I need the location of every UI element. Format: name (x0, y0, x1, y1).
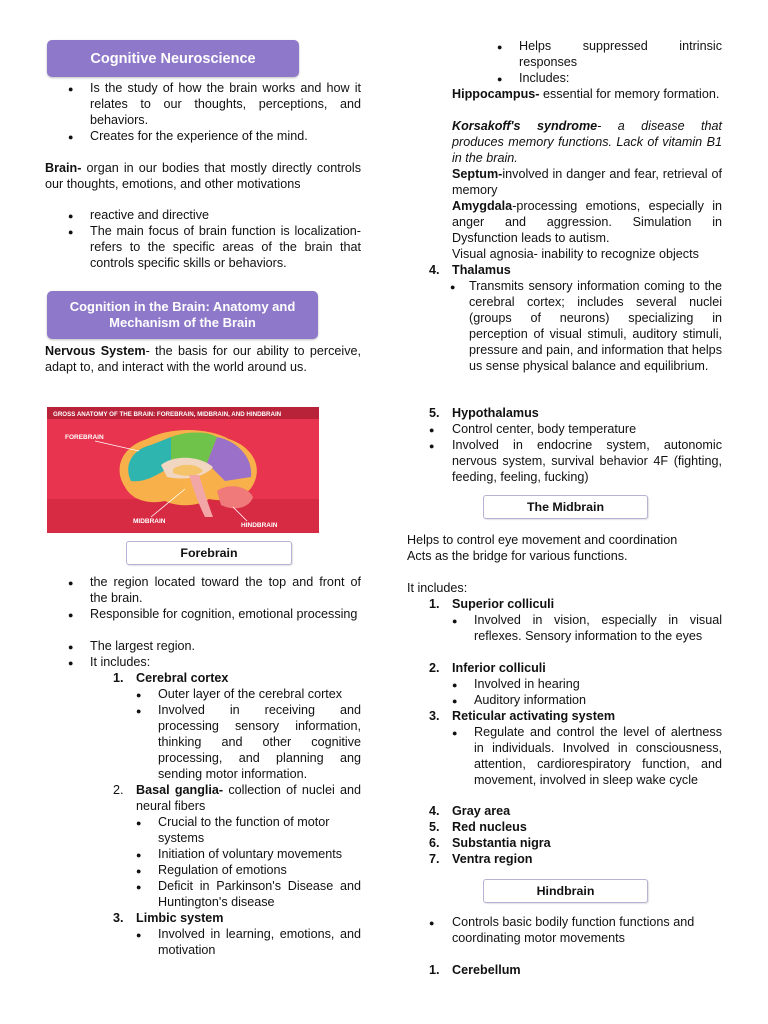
hippocampus-entry (452, 86, 722, 102)
bullet: ● (452, 616, 458, 626)
bullet: ● (136, 706, 142, 716)
section-header-cognitive-neuroscience (47, 40, 299, 77)
cerebral-cortex-bullet-2: Involved in receiving and processing sensory information, thinking and other cognitive processing, and planning ang sending motor information. (158, 703, 361, 781)
list-number: 3. (113, 911, 124, 925)
list-number: 2. (429, 661, 440, 675)
bullet: ● (68, 84, 74, 94)
forebrain-bullet-3: The largest region. (90, 639, 196, 653)
brain-term: Brain- (45, 161, 82, 175)
cerebral-cortex-bullet-1: Outer layer of the cerebral cortex (158, 687, 343, 701)
intro-bullet-1: Is the study of how the brain works and how it relates to our thoughts, perceptions, and behaviors. (90, 81, 361, 127)
limbic-system-bullet-1: Involved in learning, emotions, and motivation (158, 927, 361, 957)
brain-definition (45, 160, 361, 192)
list-number: 4. (429, 263, 440, 277)
bullet: ● (68, 578, 74, 588)
superior-colliculi-bullet-1: Involved in vision, especially in visual reflexes. Sensory information to the eyes (474, 613, 722, 643)
nervous-system-definition (45, 343, 361, 375)
limbic-system-title: Limbic system (136, 911, 224, 925)
forebrain-bullet-4: It includes: (90, 655, 151, 669)
hindbrain-heading-label: Hindbrain (536, 884, 595, 898)
intro-bullet-2: Creates for the experience of the mind. (90, 129, 308, 143)
amygdala-def: -processing emotions, especially in anger and aggression. Simulation in Dysfunction leads to autism. (452, 199, 722, 245)
bullet: ● (429, 918, 435, 928)
brain-def: organ in our bodies that mostly directly controls our thoughts, emotions, and other motivations (45, 161, 361, 191)
bullet: ● (452, 696, 458, 706)
bullet: ● (452, 680, 458, 690)
basal-ganglia-bullet-4: Deficit in Parkinson's Disease and Huntington's disease (158, 879, 361, 909)
visual-agnosia-line: Visual agnosia- inability to recognize objects (452, 247, 699, 261)
brain-bullet-1: reactive and directive (90, 208, 210, 222)
list-number: 1. (429, 963, 440, 977)
label-midbrain: MIDBRAIN (133, 518, 166, 525)
midbrain-para-2: Acts as the bridge for various functions. (407, 549, 628, 563)
list-number: 6. (429, 836, 440, 850)
bullet: ● (429, 441, 435, 451)
limbic-system-bullet-2: Helps suppressed intrinsic responses (519, 39, 722, 69)
hypothalamus-title: Hypothalamus (452, 406, 539, 420)
bullet: ● (68, 227, 74, 237)
hypothalamus-bullet-1: Control center, body temperature (452, 422, 637, 436)
septum-def: involved in danger and fear, retrieval of memory (452, 167, 722, 197)
ventra-region-title: Ventra region (452, 852, 533, 866)
brain-anatomy-figure (47, 407, 319, 533)
midbrain-heading-label: The Midbrain (526, 500, 605, 514)
hippocampus-term: Hippocampus- (452, 87, 540, 101)
bullet: ● (68, 658, 74, 668)
bullet: ● (68, 642, 74, 652)
bullet: ● (136, 690, 142, 700)
bullet: ● (136, 818, 142, 828)
cerebral-cortex-title: Cerebral cortex (136, 671, 229, 685)
list-number: 3. (429, 709, 440, 723)
korsakoff-term: Korsakoff's syndrome (452, 119, 598, 133)
basal-ganglia-def: collection of nuclei and neural fibers (136, 783, 361, 813)
superior-colliculi-title: Superior colliculi (452, 597, 555, 611)
bullet: ● (429, 425, 435, 435)
list-number: 4. (429, 804, 440, 818)
section-header-label: Cognitive Neuroscience (90, 50, 256, 67)
bullet: ● (68, 211, 74, 221)
bullet: ● (136, 850, 142, 860)
forebrain-bullet-1: the region located toward the top and front of the brain. (90, 575, 361, 605)
septum-term: Septum- (452, 167, 503, 181)
bullet: ● (497, 74, 503, 84)
bullet: ● (136, 866, 142, 876)
section-header-anatomy (47, 291, 318, 339)
basal-ganglia-title: Basal ganglia- (136, 783, 224, 797)
label-hindbrain: HINDBRAIN (241, 522, 278, 529)
thalamus-bullet-1: Transmits sensory information coming to the cerebral cortex; includes several nuclei (groups of neurons) specializing in perception of visual stimuli, auditory stimuli, pressure and pain, and information that helps us sense physical balance and equilibrium. (469, 279, 722, 373)
bullet: ● (68, 610, 74, 620)
list-number: 5. (429, 406, 440, 420)
inferior-colliculi-bullet-1: Involved in hearing (474, 677, 580, 691)
gray-area-title: Gray area (452, 804, 511, 818)
limbic-system-bullet-3: Includes: (519, 71, 570, 85)
basal-ganglia-bullet-2: Initiation of voluntary movements (158, 847, 343, 861)
bullet: ● (452, 728, 458, 738)
nervous-system-term: Nervous System (45, 344, 146, 358)
septum-entry (452, 166, 722, 198)
label-forebrain: FOREBRAIN (65, 434, 104, 441)
forebrain-bullet-2: Responsible for cognition, emotional processing (90, 607, 358, 621)
hippocampus-def: essential for memory formation. (539, 87, 720, 101)
brain-illustration (47, 407, 319, 533)
nervous-system-def: - the basis for our ability to perceive, adapt to, and interact with the world around us. (45, 344, 361, 374)
basal-ganglia-definition (136, 782, 361, 814)
basal-ganglia-bullet-3: Regulation of emotions (158, 863, 287, 877)
midbrain-para-1: Helps to control eye movement and coordination (407, 533, 678, 547)
korsakoff-entry (452, 118, 722, 166)
section-header-label: Cognition in the Brain: Anatomy and Mechanism of the Brain (69, 299, 296, 330)
list-number: 2. (113, 783, 124, 797)
substantia-nigra-title: Substantia nigra (452, 836, 551, 850)
midbrain-heading (483, 495, 648, 519)
bullet: ● (450, 282, 456, 292)
basal-ganglia-bullet-1: Crucial to the function of motor systems (158, 815, 330, 845)
amygdala-term: Amygdala (452, 199, 513, 213)
forebrain-heading (126, 541, 292, 565)
cerebellum-title: Cerebellum (452, 963, 521, 977)
thalamus-title: Thalamus (452, 263, 511, 277)
reticular-activating-system-title: Reticular activating system (452, 709, 616, 723)
forebrain-heading-label: Forebrain (180, 546, 238, 560)
hindbrain-heading (483, 879, 648, 903)
list-number: 1. (113, 671, 124, 685)
inferior-colliculi-title: Inferior colliculi (452, 661, 546, 675)
amygdala-entry (452, 198, 722, 246)
list-number: 1. (429, 597, 440, 611)
red-nucleus-title: Red nucleus (452, 820, 527, 834)
inferior-colliculi-bullet-2: Auditory information (474, 693, 586, 707)
brain-bullet-2: The main focus of brain function is localization-refers to the specific areas of the brain that controls specific skills or behaviors. (90, 224, 361, 270)
hypothalamus-bullet-2: Involved in endocrine system, autonomic nervous system, survival behavior 4F (fighting, feeding, feeling, fucking) (452, 438, 722, 484)
midbrain-includes: It includes: (407, 581, 468, 595)
hindbrain-bullet-1: Controls basic bodily function functions and coordinating motor movements (452, 915, 695, 945)
bullet: ● (497, 42, 503, 52)
list-number: 7. (429, 852, 440, 866)
reticular-activating-system-bullet-1: Regulate and control the level of alertness in individuals. Involved in consciousness, attention, cardiorespiratory function, and movement, involved in sleep wake cycle (474, 725, 722, 787)
bullet: ● (136, 930, 142, 940)
list-number: 5. (429, 820, 440, 834)
bullet: ● (136, 882, 142, 892)
figure-title: GROSS ANATOMY OF THE BRAIN: FOREBRAIN, MIDBRAIN, AND HINDBRAIN (53, 411, 282, 418)
korsakoff-def: - a disease that produces memory functions. Lack of vitamin B1 in the brain. (452, 119, 722, 165)
bullet: ● (68, 132, 74, 142)
